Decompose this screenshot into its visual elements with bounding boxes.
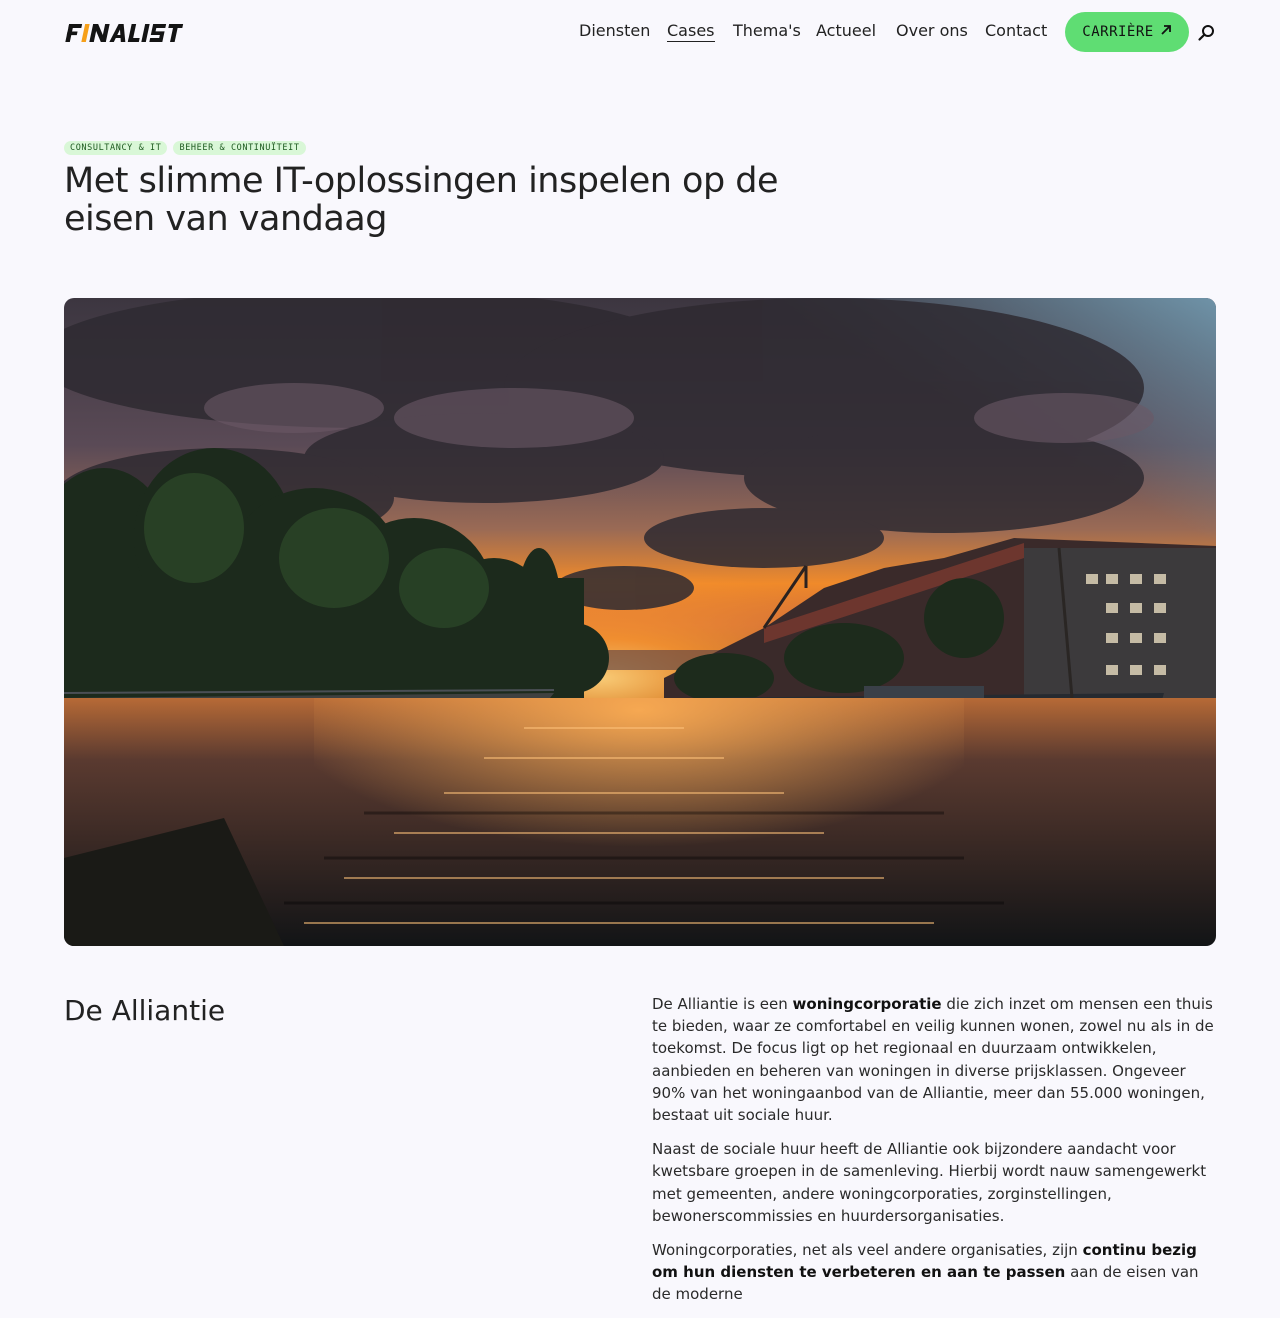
- p1-bold: woningcorporatie: [792, 995, 942, 1013]
- p1-text-c: die zich inzet om mensen een thuis te bieden, waar ze comfortabel en veilig kunnen wonen, zowel nu als in de toekomst. De focus ligt op het regionaal en duurzaam ontwikkelen, aanbieden en beheren van woningen in diverse prijsklassen. Ongeveer 90% van het woningaanbod van de Alliantie, meer dan 55.000 woningen, bestaat uit sociale huur.: [652, 995, 1214, 1125]
- search-icon[interactable]: [1197, 23, 1217, 43]
- carriere-label: CARRIÈRE: [1082, 24, 1154, 40]
- hero-image: [64, 298, 1216, 946]
- carriere-button[interactable]: [1065, 12, 1189, 52]
- category-tags: [64, 141, 306, 157]
- p3-bold: continu bezig om hun diensten te verbeteren en aan te passen: [652, 1241, 1197, 1282]
- paragraph-1: [652, 993, 1217, 1126]
- tag-consultancy-it[interactable]: CONSULTANCY & IT: [64, 141, 167, 155]
- nav-item-over-ons[interactable]: Over ons: [896, 21, 968, 40]
- paragraph-3: [652, 1239, 1217, 1306]
- p1-text-a: De Alliantie is een: [652, 995, 793, 1013]
- arrow-up-right-icon: [1160, 24, 1172, 40]
- p3-text-c: aan de eisen van de moderne: [652, 1263, 1199, 1304]
- section-title: De Alliantie: [64, 994, 226, 1027]
- p3-text-a: Woningcorporaties, net als veel andere organisaties, zijn: [652, 1241, 1083, 1260]
- article-body: [652, 993, 1217, 1318]
- nav-item-contact[interactable]: Contact: [985, 21, 1048, 40]
- nav-item-cases[interactable]: Cases: [667, 21, 715, 40]
- paragraph-2: Naast de sociale huur heeft de Alliantie ook bijzondere aandacht voor kwetsbare groepen in de samenleving. Hierbij wordt nauw samengewerkt met gemeenten, andere woningcorporaties, zorginstellingen, bewonerscommissies en huurdersorganisaties.: [652, 1140, 1207, 1225]
- nav-item-actueel[interactable]: Actueel: [816, 21, 877, 40]
- page-title: Met slimme IT-oplossingen inspelen op de eisen van vandaag: [64, 161, 779, 239]
- site-header: [0, 0, 1280, 64]
- nav-item-themas[interactable]: Thema's: [733, 21, 801, 40]
- nav-item-diensten[interactable]: Diensten: [579, 21, 651, 40]
- tag-beheer-continuiteit[interactable]: BEHEER & CONTINUÏTEIT: [173, 141, 305, 155]
